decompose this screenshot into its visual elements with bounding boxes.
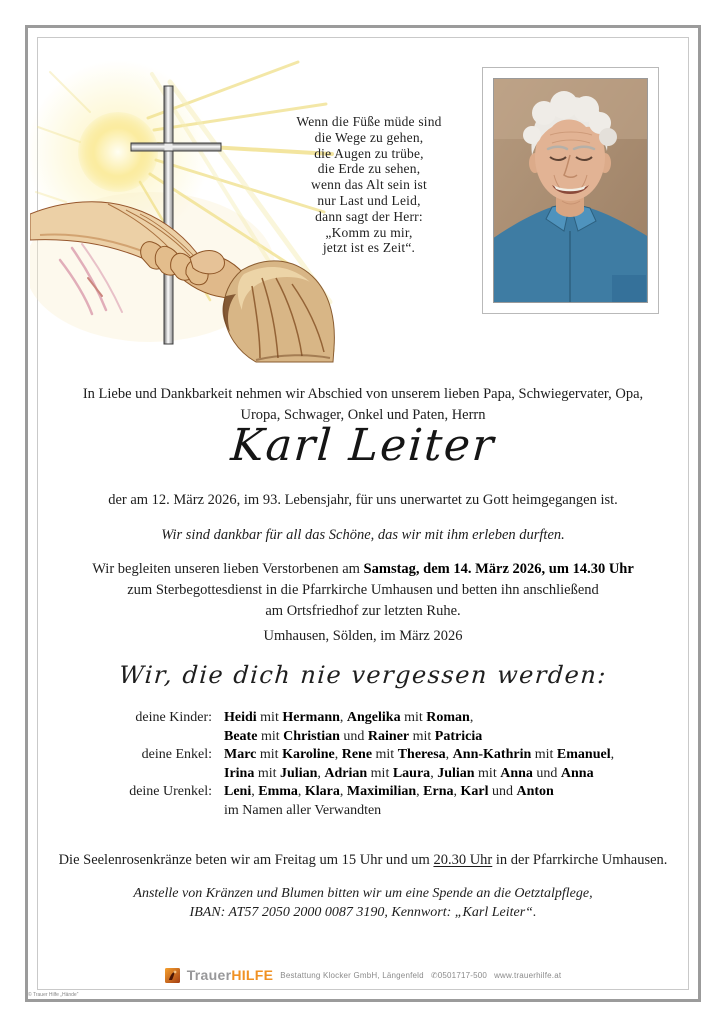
poem-line: nur Last und Leid, [317,192,421,208]
place-date-line: Umhausen, Sölden, im März 2026 [263,628,463,644]
service-line: am Ortsfriedhof zur letzten Ruhe. [265,603,461,619]
family-row [110,802,640,821]
phone-number: 0501717-500 [437,970,488,980]
brand-trauer: Trauer [186,967,232,983]
service-line: Wir begleiten unseren lieben Verstorbenen am Samstag, dem 14. März 2026, um 14.30 Uhr [92,561,634,577]
poem-line: jetzt ist es Zeit“. [322,240,416,256]
family-role-label: deine Urenkel: [129,784,212,800]
family-row [110,746,640,765]
family-role-label [110,802,224,821]
service-line: zum Sterbegottesdienst in die Pfarrkirche Umhausen und betten ihn anschließend [127,582,599,598]
family-row [110,783,640,802]
donation-line: IBAN: AT57 2050 2000 0087 3190, Kennwort: „Karl Leiter“. [189,905,537,920]
intro-line: Uropa, Schwager, Onkel und Paten, Herrn [240,407,486,423]
deceased-name: Karl Leiter [229,420,497,471]
brand-hilfe: HILFE [231,967,274,983]
donation-note [40,884,686,922]
poem [240,114,498,256]
family-row [110,709,640,728]
phone-icon: ✆ [430,970,438,980]
poem-line: dann sagt der Herr: [315,208,423,224]
family-list [110,709,640,821]
website: www.trauerhilfe.at [494,970,562,980]
robe-sleeve [223,261,335,362]
intro-line: In Liebe und Dankbarkeit nehmen wir Abschied von unserem lieben Papa, Schwiegervater, Opa, [82,386,644,402]
phone-entry [431,971,487,980]
poem-line: Wenn die Füße müde sind [296,114,442,129]
family-role-label [110,728,224,747]
poem-line: die Wege zu gehen, [314,129,424,145]
family-row [110,728,640,747]
poem-line: die Erde zu sehen, [317,161,421,177]
deceased-line: der am 12. März 2026, im 93. Lebensjahr, für uns unerwartet zu Gott heimgegangen ist. [108,492,618,508]
thanks-line: Wir sind dankbar für all das Schöne, das wir mit ihm erleben durften. [161,527,565,543]
brand-wordmark [187,967,274,983]
portrait-photo [493,78,648,303]
poem-line: „Komm zu mir, [325,224,413,240]
family-names: Irina mit Julian, Adrian mit Laura, Julian mit Anna und Anna [224,765,594,781]
family-names: Leni, Emma, Klara, Maximilian, Erna, Karl und Anton [224,784,554,800]
poem-line: die Augen zu trübe, [314,145,424,161]
family-role-label: deine Enkel: [141,747,212,763]
family-names: Beate mit Christian und Rainer mit Patricia [224,728,483,744]
artwork-credit: © Trauer Hilfe „Hände“ [28,992,79,998]
family-role-label [110,765,224,784]
funeral-home-footer [40,967,686,983]
farewell-heading: Wir, die dich nie vergessen werden: [118,661,608,689]
family-names: Marc mit Karoline, Rene mit Theresa, Ann-Kathrin mit Emanuel, [224,747,615,763]
portrait-photo-frame [482,67,659,314]
family-names: im Namen aller Verwandten [224,802,382,818]
trauerhilfe-logo-icon [165,968,180,983]
family-names: Heidi mit Hermann, Angelika mit Roman, [224,710,474,725]
donation-line: Anstelle von Kränzen und Blumen bitten wir um eine Spende an die Oetztalpflege, [133,886,593,901]
family-role-label: deine Kinder: [135,710,212,725]
service-announcement [40,559,686,622]
family-row [110,765,640,784]
poem-line: wenn das Alt sein ist [311,177,427,193]
company-name: Bestattung Klocker GmbH, Längenfeld [280,970,424,980]
rosary-line: Die Seelenrosenkränze beten wir am Freitag um 15 Uhr und um 20.30 Uhr in der Pfarrkirche Umhausen. [58,852,668,868]
